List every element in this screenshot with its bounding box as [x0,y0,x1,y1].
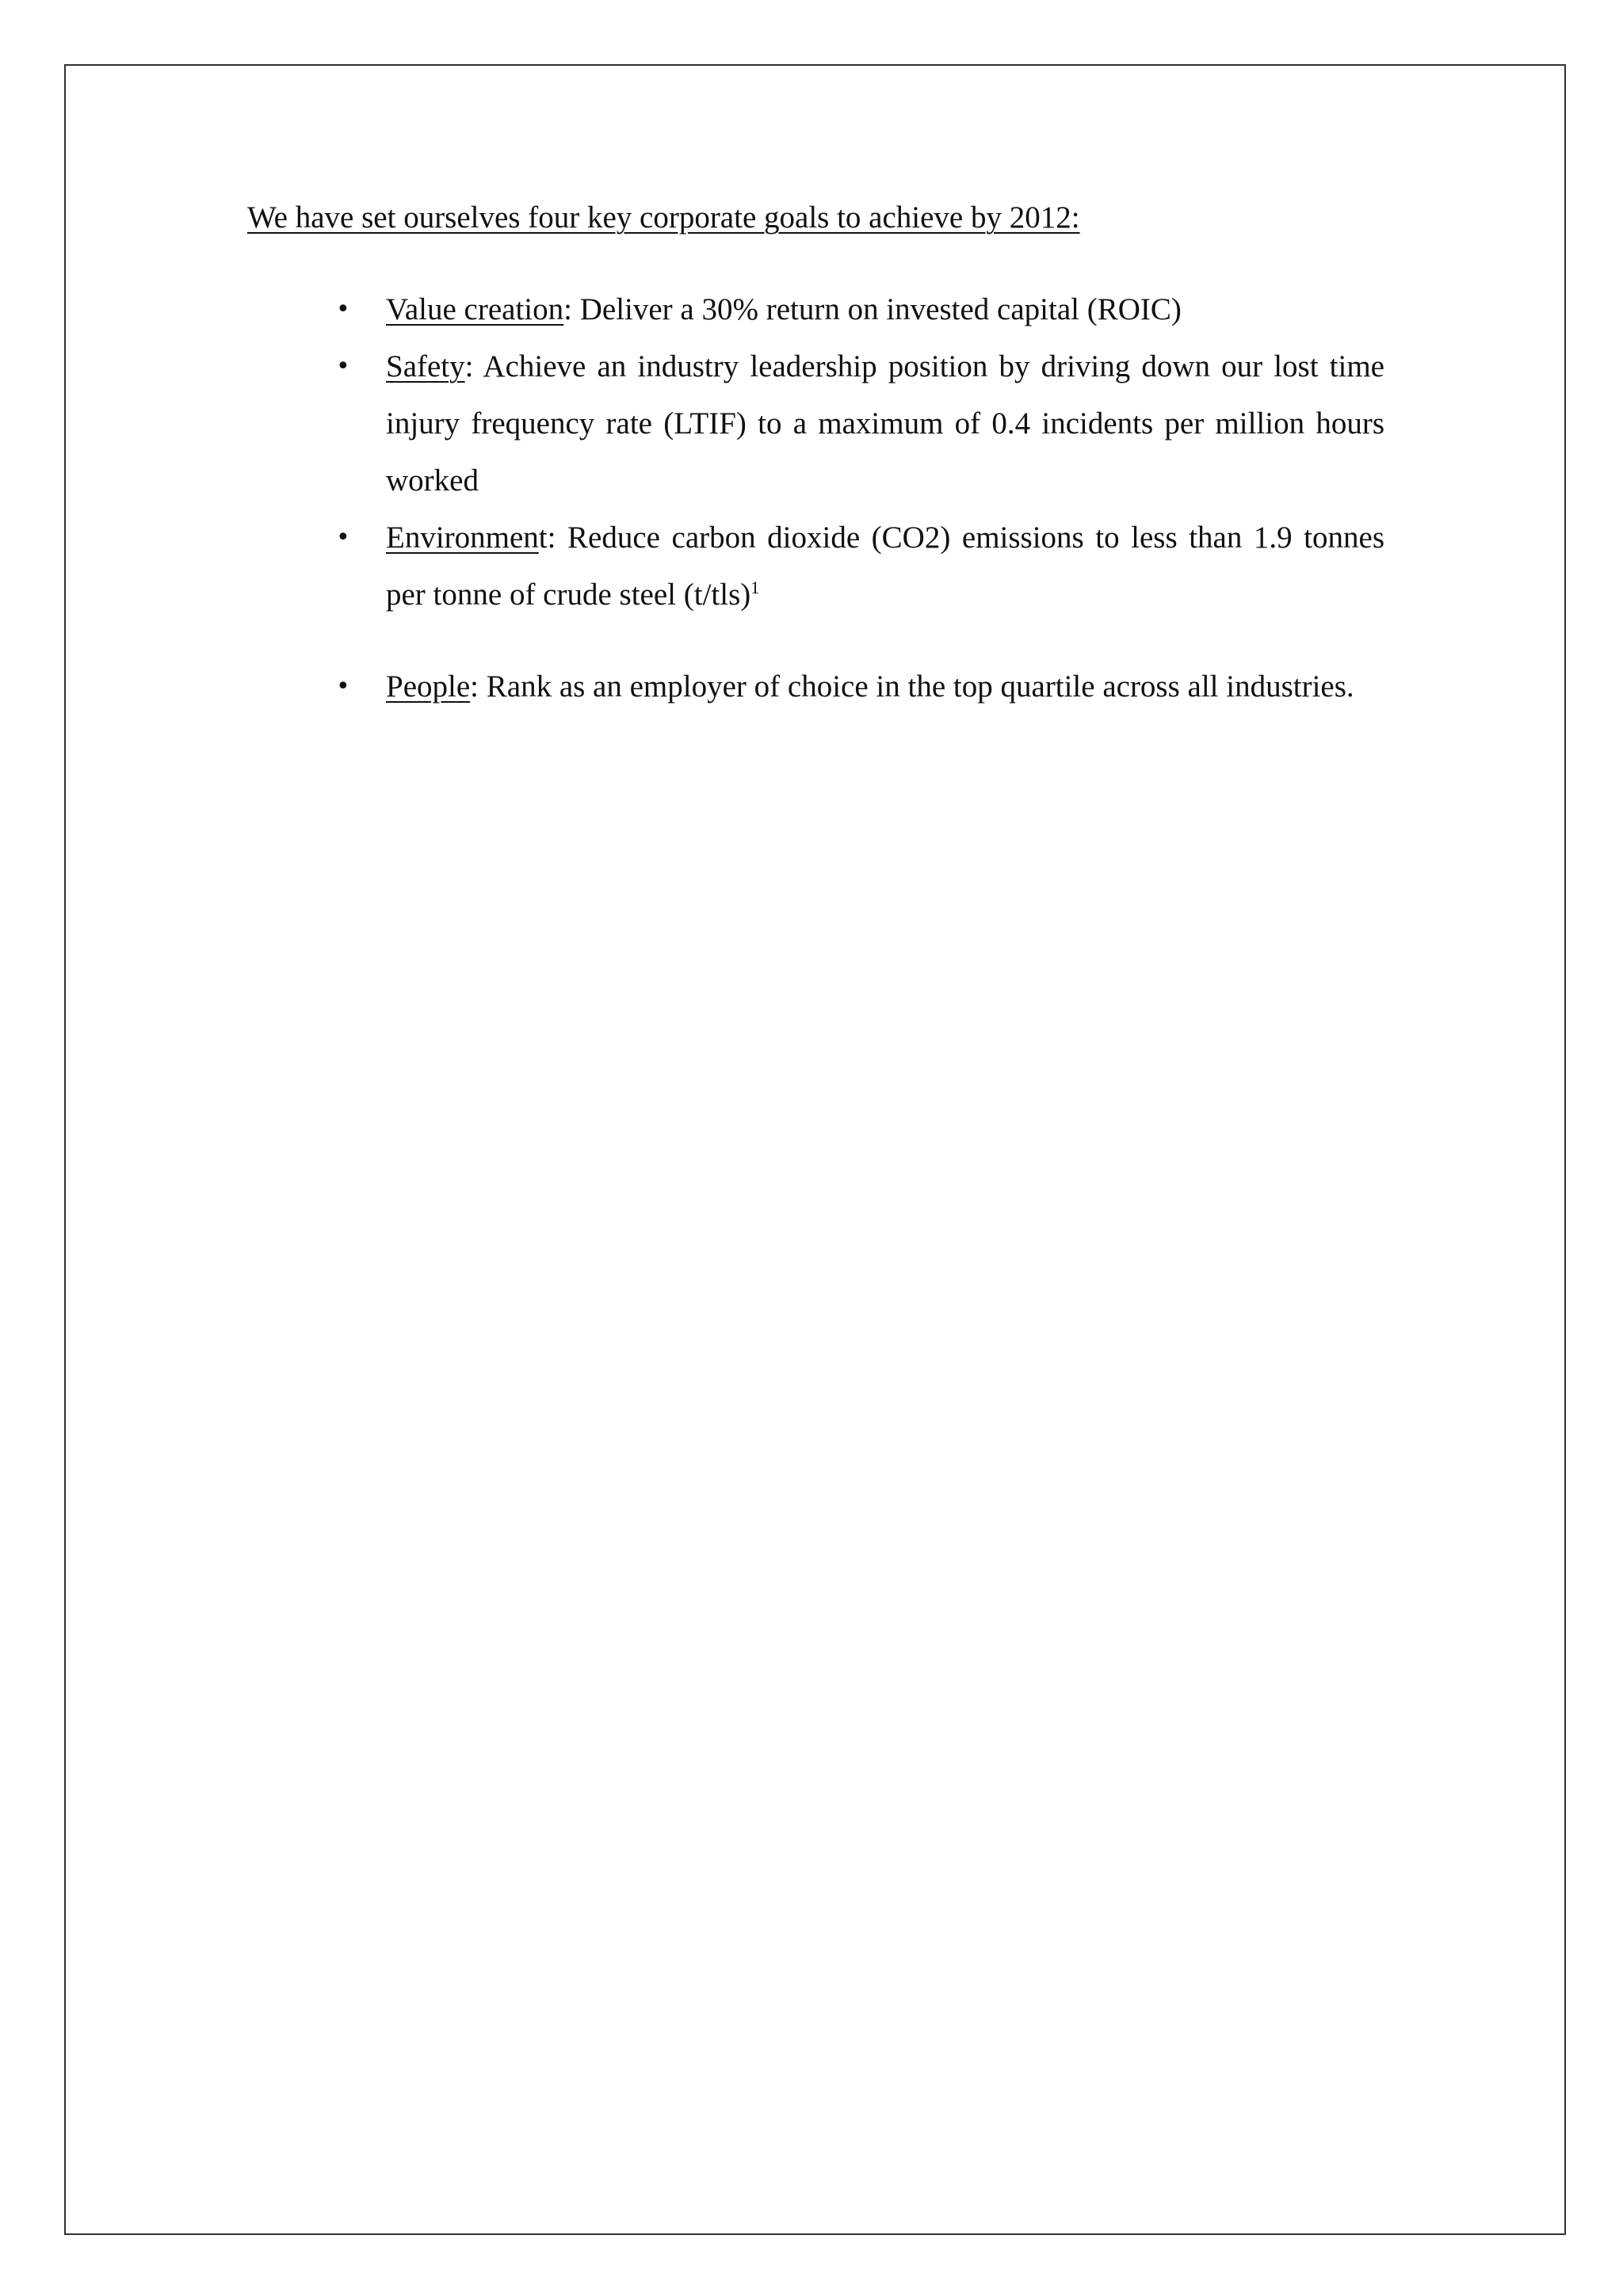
document-content [247,195,1384,715]
goals-list [247,281,1384,715]
bullet-icon: • [336,673,350,700]
goal-term: Environmen [386,521,539,555]
goal-term: People [386,669,471,704]
goal-term-suffix: t [538,521,548,555]
goal-term: Safety [386,349,465,383]
intro-heading: We have set ourselves four key corporate goals to achieve by 2012: [247,200,1080,235]
bullet-icon: • [336,296,350,323]
goal-text: : Rank as an employer of choice in the top quartile across all industries. [470,669,1354,704]
bullet-icon: • [336,524,350,551]
goal-text: : Deliver a 30% return on invested capital (ROIC) [563,292,1182,326]
goal-item-environment [247,509,1384,624]
goal-item-people [247,658,1384,715]
goal-term: Value creation [386,292,564,326]
bullet-icon: • [336,353,350,380]
goal-item-safety [247,338,1384,509]
goal-text: : Reduce carbon dioxide (CO2) emissions to less than 1.9 tonnes per tonne of crude steel (t/tls) [386,521,1384,612]
goal-text: : Achieve an industry leadership position by driving down our lost time injury frequency rate (LTIF) to a maximum of 0.4 incidents per million hours worked [386,349,1384,498]
goal-item-value-creation [247,281,1384,338]
footnote-reference: 1 [750,578,760,597]
